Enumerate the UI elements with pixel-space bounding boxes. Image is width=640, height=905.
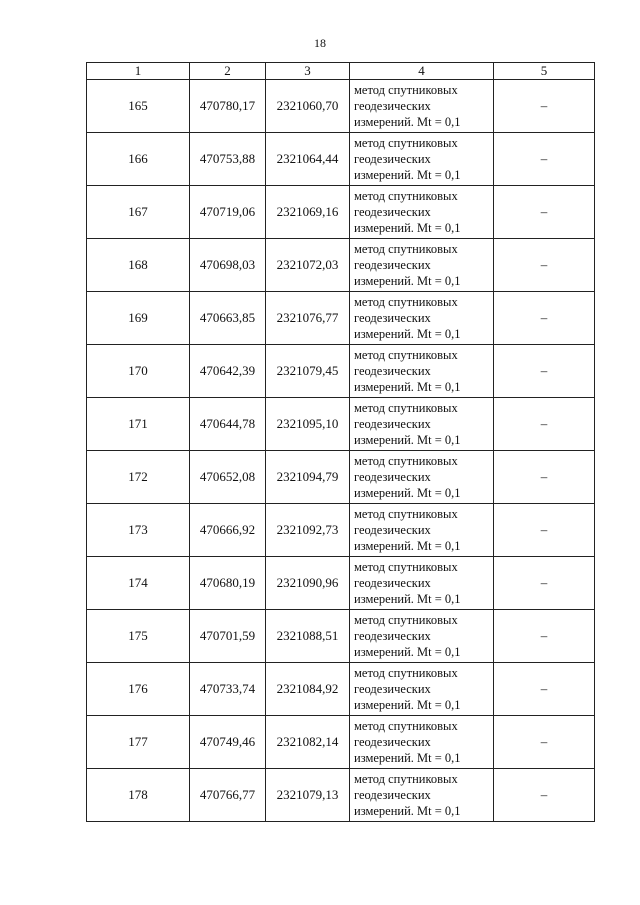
method-line: геодезических bbox=[354, 417, 431, 431]
x-coordinate-cell: 470733,74 bbox=[190, 663, 266, 716]
method-cell bbox=[350, 133, 494, 186]
method-line: геодезических bbox=[354, 311, 431, 325]
y-coordinate-cell: 2321064,44 bbox=[266, 133, 350, 186]
y-coordinate-cell: 2321079,45 bbox=[266, 345, 350, 398]
method-cell bbox=[350, 292, 494, 345]
method-line: измерений. Mt = 0,1 bbox=[354, 645, 461, 659]
method-line: измерений. Mt = 0,1 bbox=[354, 327, 461, 341]
table-row bbox=[87, 186, 595, 239]
table-row bbox=[87, 557, 595, 610]
method-line: метод спутниковых bbox=[354, 401, 458, 415]
header-cell-1: 1 bbox=[87, 63, 190, 80]
point-number-cell: 171 bbox=[87, 398, 190, 451]
table-row bbox=[87, 769, 595, 822]
method-line: измерений. Mt = 0,1 bbox=[354, 698, 461, 712]
method-line: измерений. Mt = 0,1 bbox=[354, 486, 461, 500]
method-line: геодезических bbox=[354, 576, 431, 590]
note-cell: – bbox=[494, 239, 595, 292]
method-line: метод спутниковых bbox=[354, 719, 458, 733]
note-cell: – bbox=[494, 398, 595, 451]
note-cell: – bbox=[494, 663, 595, 716]
point-number-cell: 165 bbox=[87, 80, 190, 133]
note-cell: – bbox=[494, 504, 595, 557]
method-line: метод спутниковых bbox=[354, 772, 458, 786]
method-line: измерений. Mt = 0,1 bbox=[354, 274, 461, 288]
method-cell bbox=[350, 80, 494, 133]
note-cell: – bbox=[494, 451, 595, 504]
method-cell bbox=[350, 186, 494, 239]
y-coordinate-cell: 2321082,14 bbox=[266, 716, 350, 769]
point-number-cell: 170 bbox=[87, 345, 190, 398]
method-line: метод спутниковых bbox=[354, 348, 458, 362]
method-cell bbox=[350, 769, 494, 822]
coordinates-table bbox=[86, 62, 595, 822]
method-line: измерений. Mt = 0,1 bbox=[354, 804, 461, 818]
table-row bbox=[87, 451, 595, 504]
table-row bbox=[87, 292, 595, 345]
x-coordinate-cell: 470701,59 bbox=[190, 610, 266, 663]
method-line: метод спутниковых bbox=[354, 295, 458, 309]
table-row bbox=[87, 716, 595, 769]
table-row bbox=[87, 133, 595, 186]
x-coordinate-cell: 470644,78 bbox=[190, 398, 266, 451]
table-row bbox=[87, 398, 595, 451]
method-line: метод спутниковых bbox=[354, 613, 458, 627]
method-line: геодезических bbox=[354, 205, 431, 219]
method-cell bbox=[350, 610, 494, 663]
point-number-cell: 166 bbox=[87, 133, 190, 186]
table-row bbox=[87, 345, 595, 398]
method-cell bbox=[350, 345, 494, 398]
point-number-cell: 172 bbox=[87, 451, 190, 504]
point-number-cell: 168 bbox=[87, 239, 190, 292]
y-coordinate-cell: 2321084,92 bbox=[266, 663, 350, 716]
note-cell: – bbox=[494, 610, 595, 663]
y-coordinate-cell: 2321069,16 bbox=[266, 186, 350, 239]
note-cell: – bbox=[494, 769, 595, 822]
point-number-cell: 178 bbox=[87, 769, 190, 822]
method-cell bbox=[350, 239, 494, 292]
x-coordinate-cell: 470753,88 bbox=[190, 133, 266, 186]
method-line: измерений. Mt = 0,1 bbox=[354, 592, 461, 606]
note-cell: – bbox=[494, 186, 595, 239]
method-line: метод спутниковых bbox=[354, 666, 458, 680]
method-line: метод спутниковых bbox=[354, 189, 458, 203]
method-line: геодезических bbox=[354, 629, 431, 643]
note-cell: – bbox=[494, 80, 595, 133]
note-cell: – bbox=[494, 716, 595, 769]
method-line: метод спутниковых bbox=[354, 560, 458, 574]
y-coordinate-cell: 2321060,70 bbox=[266, 80, 350, 133]
method-cell bbox=[350, 557, 494, 610]
point-number-cell: 177 bbox=[87, 716, 190, 769]
point-number-cell: 173 bbox=[87, 504, 190, 557]
x-coordinate-cell: 470680,19 bbox=[190, 557, 266, 610]
point-number-cell: 175 bbox=[87, 610, 190, 663]
method-cell bbox=[350, 504, 494, 557]
y-coordinate-cell: 2321092,73 bbox=[266, 504, 350, 557]
method-line: геодезических bbox=[354, 364, 431, 378]
note-cell: – bbox=[494, 133, 595, 186]
method-cell bbox=[350, 663, 494, 716]
point-number-cell: 169 bbox=[87, 292, 190, 345]
method-line: геодезических bbox=[354, 470, 431, 484]
method-line: геодезических bbox=[354, 99, 431, 113]
method-cell bbox=[350, 451, 494, 504]
method-line: метод спутниковых bbox=[354, 454, 458, 468]
x-coordinate-cell: 470749,46 bbox=[190, 716, 266, 769]
method-line: метод спутниковых bbox=[354, 136, 458, 150]
table-row bbox=[87, 239, 595, 292]
method-line: геодезических bbox=[354, 258, 431, 272]
table-body bbox=[87, 80, 595, 822]
table-row bbox=[87, 663, 595, 716]
method-cell bbox=[350, 398, 494, 451]
x-coordinate-cell: 470698,03 bbox=[190, 239, 266, 292]
header-row bbox=[87, 63, 595, 80]
method-line: измерений. Mt = 0,1 bbox=[354, 380, 461, 394]
y-coordinate-cell: 2321088,51 bbox=[266, 610, 350, 663]
x-coordinate-cell: 470652,08 bbox=[190, 451, 266, 504]
y-coordinate-cell: 2321076,77 bbox=[266, 292, 350, 345]
method-line: измерений. Mt = 0,1 bbox=[354, 221, 461, 235]
x-coordinate-cell: 470719,06 bbox=[190, 186, 266, 239]
method-line: измерений. Mt = 0,1 bbox=[354, 115, 461, 129]
method-line: геодезических bbox=[354, 682, 431, 696]
method-line: метод спутниковых bbox=[354, 242, 458, 256]
x-coordinate-cell: 470663,85 bbox=[190, 292, 266, 345]
y-coordinate-cell: 2321094,79 bbox=[266, 451, 350, 504]
y-coordinate-cell: 2321095,10 bbox=[266, 398, 350, 451]
point-number-cell: 174 bbox=[87, 557, 190, 610]
note-cell: – bbox=[494, 557, 595, 610]
x-coordinate-cell: 470766,77 bbox=[190, 769, 266, 822]
method-line: измерений. Mt = 0,1 bbox=[354, 751, 461, 765]
point-number-cell: 167 bbox=[87, 186, 190, 239]
table-row bbox=[87, 80, 595, 133]
method-line: геодезических bbox=[354, 735, 431, 749]
method-line: метод спутниковых bbox=[354, 83, 458, 97]
header-cell-4: 4 bbox=[350, 63, 494, 80]
header-cell-2: 2 bbox=[190, 63, 266, 80]
table-row bbox=[87, 504, 595, 557]
y-coordinate-cell: 2321090,96 bbox=[266, 557, 350, 610]
x-coordinate-cell: 470666,92 bbox=[190, 504, 266, 557]
page-number: 18 bbox=[314, 36, 326, 50]
method-line: геодезических bbox=[354, 788, 431, 802]
table-header bbox=[87, 63, 595, 80]
method-line: измерений. Mt = 0,1 bbox=[354, 539, 461, 553]
method-line: геодезических bbox=[354, 152, 431, 166]
method-line: измерений. Mt = 0,1 bbox=[354, 168, 461, 182]
method-line: измерений. Mt = 0,1 bbox=[354, 433, 461, 447]
method-line: геодезических bbox=[354, 523, 431, 537]
x-coordinate-cell: 470642,39 bbox=[190, 345, 266, 398]
point-number-cell: 176 bbox=[87, 663, 190, 716]
method-cell bbox=[350, 716, 494, 769]
header-cell-5: 5 bbox=[494, 63, 595, 80]
y-coordinate-cell: 2321072,03 bbox=[266, 239, 350, 292]
method-line: метод спутниковых bbox=[354, 507, 458, 521]
header-cell-3: 3 bbox=[266, 63, 350, 80]
y-coordinate-cell: 2321079,13 bbox=[266, 769, 350, 822]
x-coordinate-cell: 470780,17 bbox=[190, 80, 266, 133]
note-cell: – bbox=[494, 292, 595, 345]
table-row bbox=[87, 610, 595, 663]
note-cell: – bbox=[494, 345, 595, 398]
